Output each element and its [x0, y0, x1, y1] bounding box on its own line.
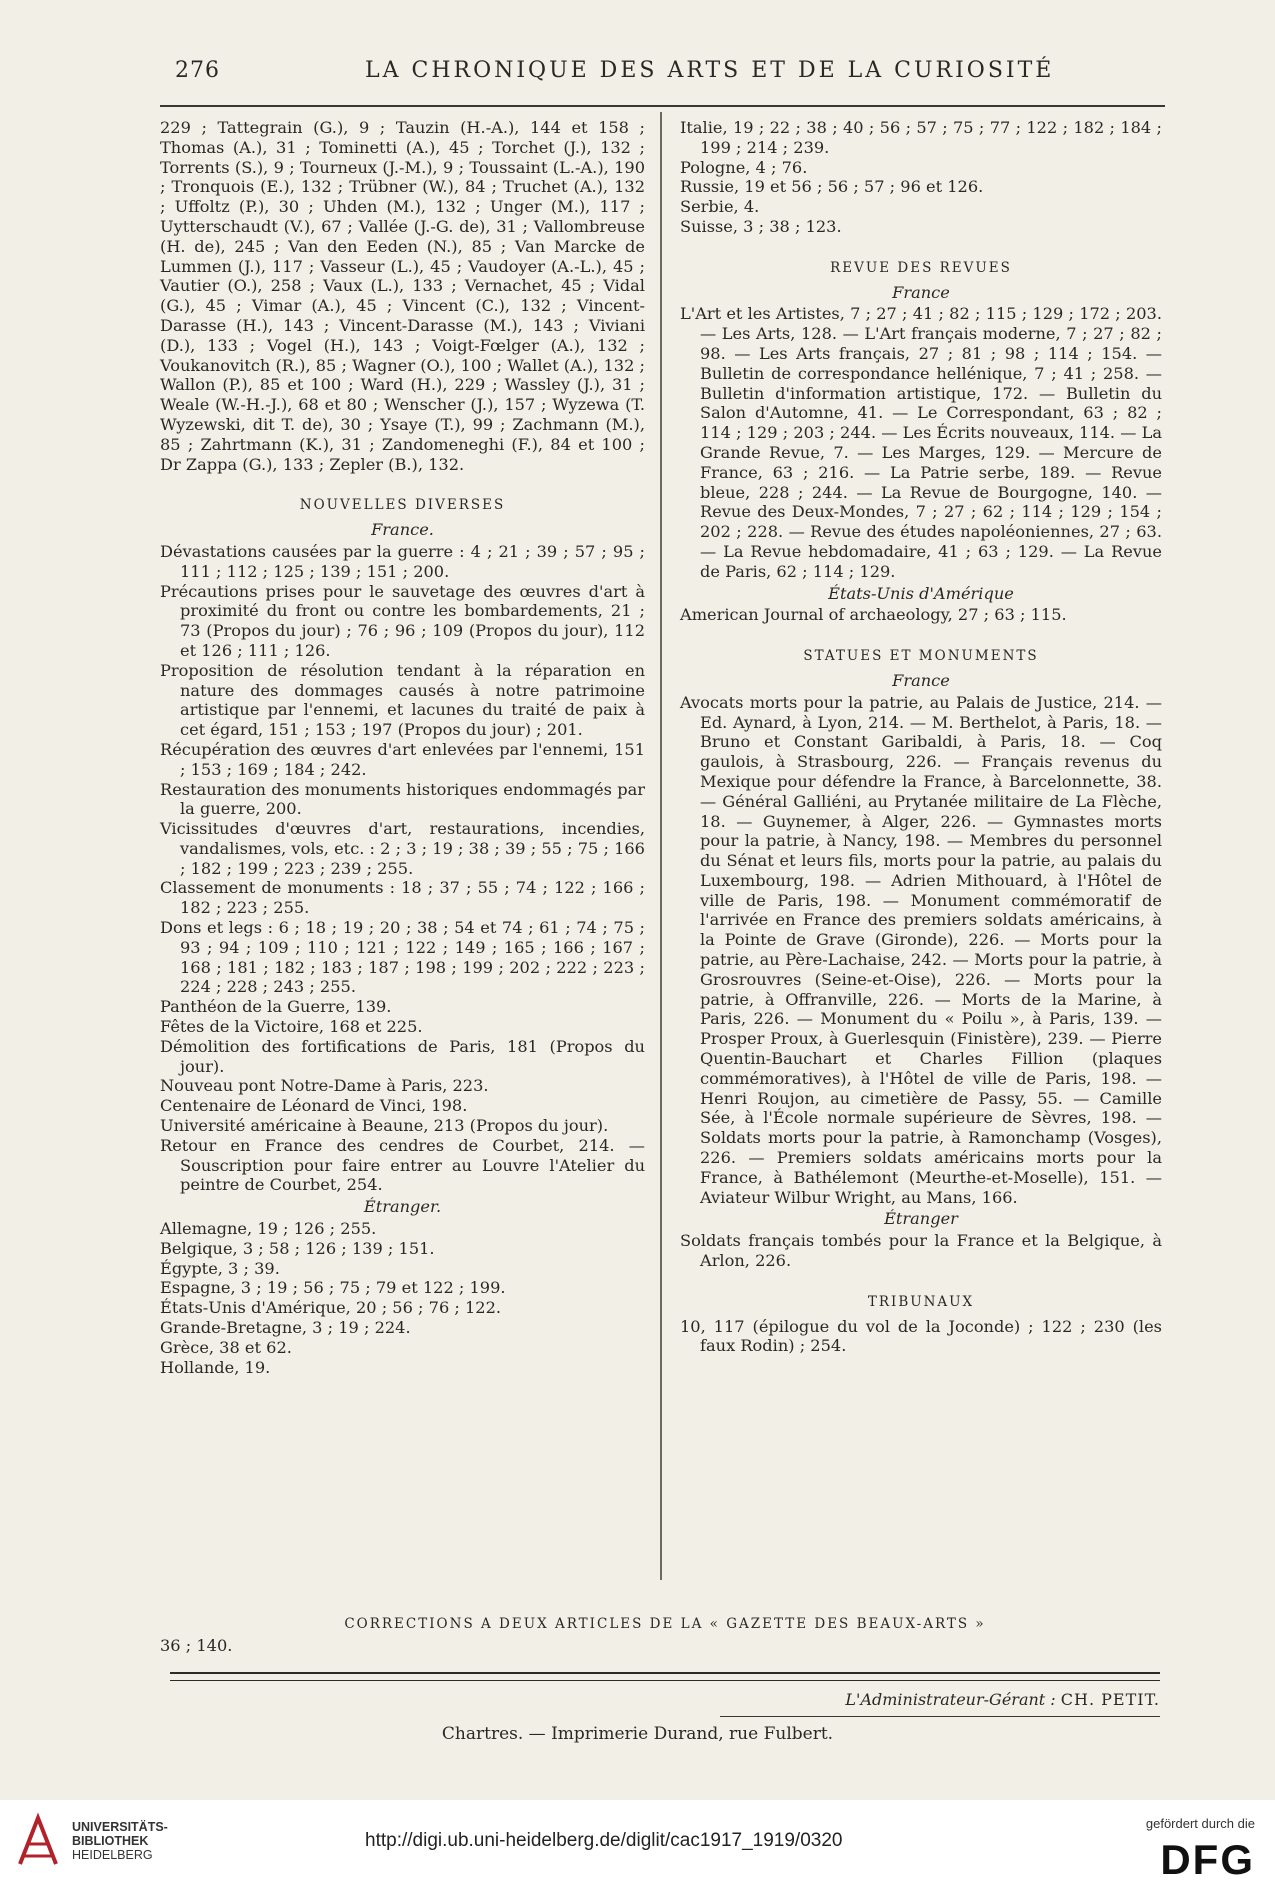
column-divider: [660, 112, 662, 1580]
subsection-etranger: Étranger.: [363, 1197, 442, 1217]
list-item: Proposition de résolution tendant à la réparation en nature des dommages causés à notre patrimoine artistique par l'ennemi, et lacunes du traité de paix à cet égard, 151 ; 153 ; 197 (Propos du jour) ; 201.: [160, 660, 645, 740]
list-item: Égypte, 3 ; 39.: [160, 1258, 280, 1278]
corrections-section: [160, 1614, 1170, 1656]
source-url-link[interactable]: http://digi.ub.uni-heidelberg.de/diglit/cac1917_1919/0320: [365, 1830, 843, 1851]
manager-label: L'Administrateur-Gérant :: [845, 1690, 1056, 1709]
index-entry-names: 229 ; Tattegrain (G.), 9 ; Tauzin (H.-A.), 144 et 158 ; Thomas (A.), 31 ; Tominetti (A.), 45 ; Torchet (J.), 132 ; Torrents (S.), 9 ; Tourneux (J.-M.), 9 ; Toussaint (L.-A.), 190 ; Tronquois (E.), 132 ; Trübner (W.), 84 ; Truchet (A.), 132 ; Uffoltz (P.), 30 ; Uhden (M.), 132 ; Unger (M.), 117 ; Uytterschaudt (V.), 67 ; Vallée (J.-G. de), 31 ; Vallombreuse (H. de), 245 ; Van den Eeden (N.), 85 ; Van Marcke de Lummen (J.), 117 ; Vasseur (L.), 45 ; Vaudoyer (A.-L.), 45 ; Vautier (O.), 258 ; Vaux (L.), 133 ; Vernachet, 45 ; Vidal (G.), 45 ; Vimar (A.), 45 ; Vincent (C.), 132 ; Vincent-Darasse (H.), 143 ; Vincent-Darasse (M.), 143 ; Viviani (D.), 133 ; Vogel (H.), 143 ; Voigt-Fœlger (A.), 132 ; Voukanovitch (R.), 85 ; Wagner (O.), 100 ; Wallet (A.), 132 ; Wallon (P.), 85 et 100 ; Ward (H.), 229 ; Wassley (J.), 31 ; Weale (W.-H.-J.), 68 et 80 ; Wenscher (J.), 157 ; Wyzewa (T. Wyzewski, dit T. de), 30 ; Ysaye (T.), 99 ; Zachmann (M.), 85 ; Zahrtmann (K.), 31 ; Zandomeneghi (F.), 84 et 100 ; Dr Zappa (G.), 133 ; Zepler (B.), 132.: [160, 118, 645, 474]
library-line: HEIDELBERG: [72, 1848, 153, 1862]
list-item: Précautions prises pour le sauvetage des œuvres d'art à proximité du front ou contre les bombardements, 21 ; 73 (Propos du jour) ; 76 ; 96 ; 109 (Propos du jour), 112 et 126 ; 111 ; 126.: [160, 581, 645, 660]
list-item: Fêtes de la Victoire, 168 et 225.: [160, 1017, 423, 1037]
list-item: Démolition des fortifications de Paris, 181 (Propos du jour).: [160, 1036, 645, 1076]
funder-logo: DFG: [1160, 1836, 1255, 1883]
library-name: [72, 1820, 168, 1862]
paragraph-revues-france: L'Art et les Artistes, 7 ; 27 ; 41 ; 82 ; 115 ; 129 ; 172 ; 203. — Les Arts, 128. — L'Art français moderne, 7 ; 27 ; 82 ; 98. — Les Arts français, 27 ; 81 ; 98 ; 114 ; 154. — Bulletin de correspondance hellénique, 7 ; 41 ; 258. — Bulletin d'information artistique, 172. — Bulletin du Salon d'Automne, 41. — Le Correspondant, 63 ; 82 ; 114 ; 129 ; 203 ; 244. — Les Écrits nouveaux, 114. — La Grande Revue, 7. — Les Marges, 129. — Mercure de France, 63 ; 216. — La Patrie serbe, 189. — Revue bleue, 228 ; 244. — La Revue de Bourgogne, 140. — Revue des Deux-Mondes, 7 ; 27 ; 62 ; 114 ; 129 ; 154 ; 202 ; 228. — Revue des études napoléoniennes, 27 ; 63. — La Revue hebdomadaire, 41 ; 63 ; 129. — La Revue de Paris, 62 ; 114 ; 129.: [680, 304, 1162, 581]
manager-signature: [700, 1690, 1160, 1709]
manager-name: CH. PETIT.: [1060, 1690, 1160, 1709]
list-item: États-Unis d'Amérique, 20 ; 56 ; 76 ; 122.: [160, 1298, 502, 1318]
list-item: Hollande, 19.: [160, 1357, 271, 1377]
list-item: Panthéon de la Guerre, 139.: [160, 997, 392, 1017]
list-item: Classement de monuments : 18 ; 37 ; 55 ; 74 ; 122 ; 166 ; 182 ; 223 ; 255.: [160, 878, 645, 918]
library-logo-icon: [14, 1812, 62, 1868]
list-item: Retour en France des cendres de Courbet, 214. — Souscription pour faire entrer au Louvre l'Atelier du peintre de Courbet, 254.: [160, 1135, 645, 1195]
list-item: Pologne, 4 ; 76.: [680, 157, 808, 177]
paragraph-statues-etranger: Soldats français tombés pour la France et la Belgique, à Arlon, 226.: [680, 1231, 1162, 1271]
list-item: Récupération des œuvres d'art enlevées par l'ennemi, 151 ; 153 ; 169 ; 184 ; 242.: [160, 739, 645, 779]
page-number: 276: [175, 58, 220, 83]
list-item: Dévastations causées par la guerre : 4 ; 21 ; 39 ; 57 ; 95 ; 111 ; 112 ; 125 ; 139 ; 151 ; 200.: [160, 541, 645, 581]
library-line: BIBLIOTHEK: [72, 1834, 149, 1848]
list-item: Grèce, 38 et 62.: [160, 1337, 292, 1357]
library-line: UNIVERSITÄTS-: [72, 1820, 168, 1834]
list-item: Vicissitudes d'œuvres d'art, restaurations, incendies, vandalismes, vols, etc. : 2 ; 3 ; 19 ; 38 ; 39 ; 55 ; 75 ; 166 ; 182 ; 199 ; 223 ; 239 ; 255.: [160, 819, 645, 878]
list-item: Espagne, 3 ; 19 ; 56 ; 75 ; 79 et 122 ; 199.: [160, 1278, 506, 1298]
section-title-tribunaux: TRIBUNAUX: [867, 1293, 975, 1310]
list-item: Italie, 19 ; 22 ; 38 ; 40 ; 56 ; 57 ; 75 ; 77 ; 122 ; 182 ; 184 ; 199 ; 214 ; 239.: [680, 118, 1162, 157]
section-title-nouvelles: NOUVELLES DIVERSES: [299, 497, 506, 514]
digitization-banner: [0, 1800, 1275, 1891]
list-item: Suisse, 3 ; 38 ; 123.: [680, 216, 842, 236]
imprint: Chartres. — Imprimerie Durand, rue Fulbert.: [441, 1724, 834, 1744]
list-item: Nouveau pont Notre-Dame à Paris, 223.: [160, 1076, 489, 1096]
subsection-france: France.: [371, 520, 434, 540]
funding-label: gefördert durch die: [1145, 1816, 1255, 1831]
section-title-revue: REVUE DES REVUES: [830, 259, 1012, 276]
corrections-title: CORRECTIONS A DEUX ARTICLES DE LA « GAZETTE DES BEAUX-ARTS »: [344, 1616, 986, 1632]
subsection-usa: États-Unis d'Amérique: [828, 583, 1014, 603]
section-title-statues: STATUES ET MONUMENTS: [803, 648, 1039, 665]
running-title: LA CHRONIQUE DES ARTS ET DE LA CURIOSITÉ: [365, 58, 1055, 83]
page-header: [160, 52, 1160, 92]
footer-rule: [720, 1716, 1160, 1717]
left-column: [160, 118, 645, 1377]
paragraph-tribunaux: 10, 117 (épilogue du vol de la Joconde) ; 122 ; 230 (les faux Rodin) ; 254.: [680, 1316, 1162, 1356]
footer-double-rule: [170, 1672, 1160, 1681]
list-item: Grande-Bretagne, 3 ; 19 ; 224.: [160, 1318, 411, 1338]
subsection-etranger: Étranger: [884, 1209, 958, 1229]
right-column: [680, 118, 1162, 1356]
list-item: Restauration des monuments historiques endommagés par la guerre, 200.: [160, 779, 645, 819]
list-item: Allemagne, 19 ; 126 ; 255.: [160, 1219, 377, 1239]
corrections-pages: 36 ; 140.: [160, 1636, 233, 1655]
list-item: Serbie, 4.: [680, 197, 760, 217]
paragraph-statues-france: Avocats morts pour la patrie, au Palais de Justice, 214. — Ed. Aynard, à Lyon, 214. — M. Berthelot, à Paris, 18. — Bruno et Constant Garibaldi, à Paris, 18. — Coq gaulois, à Strasbourg, 226. — Français revenus du Mexique pour défendre la France, à Barcelonnette, 38. — Général Galliéni, au Prytanée militaire de La Flèche, 18. — Guynemer, à Alger, 226. — Gymnastes morts pour la patrie, à Nancy, 198. — Membres du personnel du Sénat et leurs fils, morts pour la patrie, au palais du Luxembourg, 198. — Adrien Mithouard, à l'Hôtel de ville de Paris, 198. — Monument commémoratif de l'arrivée en France des premiers soldats américains, à la Pointe de Grave (Gironde), 226. — Morts pour la patrie, au Père-Lachaise, 242. — Morts pour la patrie, à Grosrouvres (Seine-et-Oise), 226. — Morts pour la patrie, à Offranville, 226. — Morts de la Marine, à Paris, 226. — Monument du « Poilu », à Paris, 139. — Prosper Proux, à Guerlesquin (Finistère), 239. — Pierre Quentin-Bauchart et Charles Fillion (plaques commémoratives), à l'Hôtel de ville de Paris, 198. — Henri Roujon, au cimetière de Passy, 55. — Camille Sée, à l'École normale supérieure de Sèvres, 198. — Soldats morts pour la patrie, à Ramonchamp (Vosges), 226. — Premiers soldats américains morts pour la France, à Bathélemont (Meurthe-et-Moselle), 151. — Aviateur Wilbur Wright, au Mans, 166.: [680, 692, 1162, 1207]
list-item: Université américaine à Beaune, 213 (Propos du jour).: [160, 1116, 609, 1136]
subsection-france: France: [892, 670, 950, 690]
header-rule: [160, 105, 1165, 107]
list-item: Dons et legs : 6 ; 18 ; 19 ; 20 ; 38 ; 54 et 74 ; 61 ; 74 ; 75 ; 93 ; 94 ; 109 ; 110 ; 121 ; 122 ; 149 ; 165 ; 166 ; 167 ; 168 ; 181 ; 182 ; 183 ; 187 ; 198 ; 199 ; 202 ; 222 ; 223 ; 224 ; 228 ; 243 ; 255.: [160, 918, 645, 997]
list-item: Centenaire de Léonard de Vinci, 198.: [160, 1096, 468, 1116]
list-item: Russie, 19 et 56 ; 56 ; 57 ; 96 et 126.: [680, 177, 984, 197]
list-item: Belgique, 3 ; 58 ; 126 ; 139 ; 151.: [160, 1238, 435, 1258]
paragraph-revues-usa: American Journal of archaeology, 27 ; 63 ; 115.: [680, 605, 1067, 625]
subsection-france: France: [892, 282, 950, 302]
